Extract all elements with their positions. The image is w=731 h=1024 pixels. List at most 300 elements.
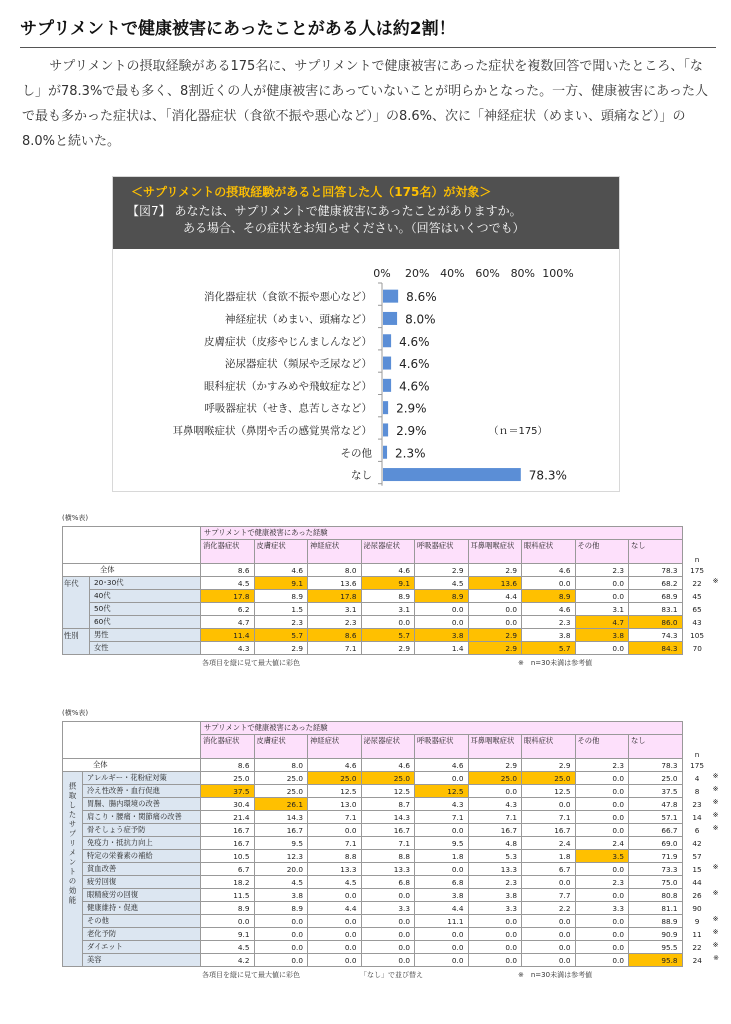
data-cell: 0.0 (361, 954, 415, 967)
table-row (63, 603, 713, 616)
data-cell: 16.7 (201, 824, 255, 837)
data-cell: 6.8 (361, 876, 415, 889)
n-cell (682, 642, 712, 655)
row-label: 50代 (90, 603, 201, 616)
data-cell: 0.0 (254, 954, 308, 967)
data-cell: 25.0 (629, 772, 683, 785)
table2-section (62, 708, 719, 980)
column-header: その他 (575, 540, 629, 564)
column-header: 呼吸器症状 (415, 735, 469, 759)
column-header: なし (629, 735, 683, 759)
table-row (63, 642, 713, 655)
table-row (63, 616, 713, 629)
data-cell: 0.0 (415, 603, 469, 616)
value-label: 2.3% (395, 446, 426, 461)
n-cell (682, 902, 712, 915)
bar (383, 379, 391, 392)
data-cell: 8.8 (308, 850, 362, 863)
intro-paragraph: サプリメントの摂取経験がある175名に、サプリメントで健康被害にあった症状を複数回答で聞いたところ、「なし」が78.3%で最も多く、8割近くの人が健康被害にあっていないことが明らかとなった。一方、健康被害にあった人で最も多かった症状は、「消化器症状（食欲不振や悪心など）」の8.6%、次に「神経症状（めまい、頭痛など）」の8.0%と続いた。 (22, 59, 709, 149)
row-label: その他 (83, 915, 201, 928)
data-cell: 3.1 (308, 603, 362, 616)
data-cell: 0.0 (308, 928, 362, 941)
data-cell: 2.2 (522, 902, 576, 915)
data-cell: 37.5 (629, 785, 683, 798)
data-cell: 0.0 (415, 616, 469, 629)
column-header: 泌尿器症状 (361, 540, 415, 564)
data-cell: 7.1 (415, 811, 469, 824)
column-header: 眼科症状 (522, 540, 576, 564)
group-label (63, 772, 83, 967)
n-value: 175 (690, 760, 705, 770)
cross-table (62, 721, 719, 967)
x-tick-label: 60% (475, 267, 500, 280)
data-cell: 4.6 (254, 564, 308, 577)
data-cell: 0.0 (201, 915, 255, 928)
data-cell: 16.7 (201, 837, 255, 850)
data-cell: 2.3 (575, 876, 629, 889)
table-row (63, 772, 713, 785)
data-cell: 18.2 (201, 876, 255, 889)
data-cell: 0.0 (522, 876, 576, 889)
data-cell: 17.8 (201, 590, 255, 603)
table-row (63, 954, 713, 967)
data-cell: 25.0 (361, 772, 415, 785)
bar-chart-svg (113, 253, 619, 491)
n-cell (682, 771, 719, 785)
data-cell: 13.3 (308, 863, 362, 876)
column-header: 泌尿器症状 (361, 735, 415, 759)
data-cell: 0.0 (575, 785, 629, 798)
data-cell: 4.6 (361, 564, 415, 577)
data-cell: 3.1 (575, 603, 629, 616)
data-cell: 4.6 (415, 759, 469, 772)
group-label-text: 年代 (64, 579, 79, 588)
data-cell: 68.9 (629, 590, 683, 603)
data-cell: 0.0 (575, 772, 629, 785)
n-value: 105 (690, 630, 705, 640)
data-cell: 6.2 (201, 603, 255, 616)
column-header: 皮膚症状 (254, 540, 308, 564)
data-cell: 0.0 (468, 616, 522, 629)
data-cell: 4.6 (522, 564, 576, 577)
n-cell (682, 888, 719, 902)
n-value: 65 (692, 604, 702, 614)
data-cell: 4.7 (575, 616, 629, 629)
data-cell: 0.0 (468, 785, 522, 798)
data-cell: 30.4 (201, 798, 255, 811)
data-cell: 8.7 (361, 798, 415, 811)
bar (383, 357, 391, 370)
data-cell: 37.5 (201, 785, 255, 798)
column-header: 消化器症状 (201, 540, 255, 564)
column-header: 耳鼻咽喉症状 (468, 735, 522, 759)
data-cell: 0.0 (415, 928, 469, 941)
n-value: 6 (694, 825, 700, 835)
data-cell: 0.0 (308, 954, 362, 967)
data-cell: 9.1 (361, 577, 415, 590)
table1-section (62, 513, 719, 668)
data-cell: 5.3 (468, 850, 522, 863)
data-cell: 4.4 (308, 902, 362, 915)
data-cell: 5.7 (254, 629, 308, 642)
data-cell: 2.9 (415, 564, 469, 577)
n-value: 8 (694, 786, 700, 796)
data-cell: 21.4 (201, 811, 255, 824)
data-cell: 8.6 (201, 564, 255, 577)
data-cell: 11.1 (415, 915, 469, 928)
data-cell: 12.3 (254, 850, 308, 863)
row-label: 貧血改善 (83, 863, 201, 876)
row-label: 全体 (63, 564, 201, 577)
data-cell: 14.3 (254, 811, 308, 824)
data-cell: 3.8 (575, 629, 629, 642)
data-cell: 4.5 (415, 577, 469, 590)
data-cell: 11.5 (201, 889, 255, 902)
n-header: n (694, 749, 700, 759)
data-cell: 73.3 (629, 863, 683, 876)
bar (383, 312, 397, 325)
table-row (63, 915, 713, 928)
data-cell: 16.7 (468, 824, 522, 837)
row-label: 胃腸、腸内環境の改善 (83, 798, 201, 811)
data-cell: 4.5 (201, 577, 255, 590)
data-cell: 2.3 (575, 564, 629, 577)
data-cell: 0.0 (415, 824, 469, 837)
footnote-right: ※ n=30未満は参考値 (518, 971, 593, 979)
data-cell: 25.0 (254, 772, 308, 785)
footnote-left: 各項目を縦に見て最大値に彩色 (202, 971, 300, 979)
bar (383, 401, 388, 414)
column-header: その他 (575, 735, 629, 759)
x-tick-label: 0% (373, 267, 391, 280)
table-caption: (横%表) (62, 514, 89, 522)
data-cell: 0.0 (415, 772, 469, 785)
data-cell: 2.9 (522, 759, 576, 772)
group-label (63, 577, 90, 629)
data-cell: 3.8 (522, 629, 576, 642)
category-label: 呼吸器症状（せき、息苦しさなど） (204, 402, 372, 415)
x-tick-label: 100% (542, 267, 574, 280)
data-cell: 2.9 (468, 629, 522, 642)
reference-mark: ※ (712, 797, 719, 806)
n-header-blank (682, 527, 712, 540)
data-cell: 86.0 (629, 616, 683, 629)
table-row (63, 928, 713, 941)
value-label: 8.0% (405, 312, 436, 327)
data-cell: 95.8 (629, 954, 683, 967)
data-cell: 0.0 (468, 915, 522, 928)
reference-mark: ※ (712, 810, 719, 819)
row-label: 美容 (83, 954, 201, 967)
reference-mark: ※ (712, 823, 719, 832)
data-cell: 9.5 (254, 837, 308, 850)
row-label: 冷え性改善・血行促進 (83, 785, 201, 798)
data-cell: 0.0 (361, 915, 415, 928)
n-value: 15 (692, 864, 702, 874)
data-cell: 8.9 (415, 590, 469, 603)
data-cell: 16.7 (522, 824, 576, 837)
data-cell: 5.7 (361, 629, 415, 642)
chart-subject: ＜サプリメントの摂取経験があると回答した人（175名）が対象＞ (131, 185, 492, 199)
data-cell: 2.4 (575, 837, 629, 850)
data-cell: 95.5 (629, 941, 683, 954)
data-cell: 71.9 (629, 850, 683, 863)
header-row (63, 722, 713, 735)
group-label (63, 629, 90, 655)
page-headline: サプリメントで健康被害にあったことがある人は約2割！ (20, 14, 716, 48)
data-cell: 6.7 (201, 863, 255, 876)
value-label: 4.6% (399, 379, 430, 394)
column-header: なし (629, 540, 683, 564)
n-cell (682, 837, 712, 850)
n-cell (682, 784, 719, 798)
data-cell: 4.5 (201, 941, 255, 954)
row-label: 60代 (90, 616, 201, 629)
data-cell: 2.3 (575, 759, 629, 772)
row-label: 40代 (90, 590, 201, 603)
n-value: 26 (692, 890, 702, 900)
header-row (63, 527, 713, 540)
table-row (63, 811, 713, 824)
data-cell: 0.0 (468, 603, 522, 616)
n-value: 22 (692, 578, 702, 588)
data-cell: 12.5 (361, 785, 415, 798)
data-cell: 0.0 (308, 941, 362, 954)
n-cell (682, 862, 719, 876)
row-label: 免疫力・抵抗力向上 (83, 837, 201, 850)
data-cell: 0.0 (575, 811, 629, 824)
data-cell: 1.8 (522, 850, 576, 863)
n-value: 44 (692, 877, 702, 887)
n-value: 175 (690, 565, 705, 575)
n-cell (682, 940, 719, 954)
data-cell: 0.0 (308, 889, 362, 902)
n-cell (682, 953, 719, 967)
header-corner (63, 722, 201, 759)
data-cell: 0.0 (575, 824, 629, 837)
category-label: なし (351, 469, 372, 482)
data-cell: 3.8 (415, 629, 469, 642)
footnote-right: ※ n=30未満は参考値 (518, 659, 593, 667)
header-corner (63, 527, 201, 564)
data-cell: 13.3 (361, 863, 415, 876)
data-cell: 68.2 (629, 577, 683, 590)
group-label-text: 摂取したサプリメントの効能 (68, 782, 77, 906)
group-label-text: 性別 (64, 631, 79, 640)
table-row (63, 850, 713, 863)
data-cell: 4.3 (201, 642, 255, 655)
row-label: アレルギー・花粉症対策 (83, 772, 201, 785)
data-cell: 8.0 (254, 759, 308, 772)
column-header: 消化器症状 (201, 735, 255, 759)
data-cell: 6.8 (415, 876, 469, 889)
data-cell: 7.1 (308, 837, 362, 850)
data-cell: 5.7 (522, 642, 576, 655)
data-cell: 4.2 (201, 954, 255, 967)
table-row (63, 889, 713, 902)
data-cell: 0.0 (575, 577, 629, 590)
table-row (63, 837, 713, 850)
data-cell: 10.5 (201, 850, 255, 863)
data-cell: 3.8 (468, 889, 522, 902)
n-cell (682, 850, 712, 863)
n-cell (682, 876, 712, 889)
data-cell: 57.1 (629, 811, 683, 824)
data-cell: 81.1 (629, 902, 683, 915)
n-value: 90 (692, 903, 702, 913)
data-cell: 25.0 (254, 785, 308, 798)
x-tick-label: 40% (440, 267, 465, 280)
data-cell: 12.5 (415, 785, 469, 798)
chart-question-line2: ある場合、その症状をお知らせください。（回答はいくつでも） (183, 221, 525, 235)
data-cell: 7.1 (308, 642, 362, 655)
column-header: 神経症状 (308, 540, 362, 564)
row-label: 全体 (63, 759, 201, 772)
table-row (63, 902, 713, 915)
chart-question-line1: 【図7】 あなたは、サプリメントで健康被害にあったことがありますか。 (127, 204, 522, 218)
table-row (63, 824, 713, 837)
column-header: 耳鼻咽喉症状 (468, 540, 522, 564)
cross-table (62, 526, 719, 655)
data-cell: 9.1 (254, 577, 308, 590)
n-cell (682, 914, 719, 928)
category-label: 神経症状（めまい、頭痛など） (225, 313, 372, 326)
category-label: 消化器症状（食欲不振や悪心など） (204, 291, 372, 304)
table-row (63, 629, 713, 642)
data-cell: 2.4 (522, 837, 576, 850)
data-cell: 8.6 (201, 759, 255, 772)
data-cell: 2.3 (468, 876, 522, 889)
n-annotation: （ｎ＝175） (488, 425, 548, 437)
n-value: 43 (692, 617, 702, 627)
data-cell: 0.0 (575, 798, 629, 811)
data-cell: 8.0 (308, 564, 362, 577)
bar (383, 334, 391, 347)
n-header: n (694, 554, 700, 564)
data-cell: 0.0 (575, 941, 629, 954)
data-cell: 0.0 (415, 941, 469, 954)
data-cell: 0.0 (468, 928, 522, 941)
data-cell: 74.3 (629, 629, 683, 642)
data-cell: 0.0 (308, 824, 362, 837)
data-cell: 3.3 (361, 902, 415, 915)
x-tick-label: 20% (404, 267, 430, 280)
reference-mark: ※ (712, 862, 719, 871)
data-cell: 90.9 (629, 928, 683, 941)
data-cell: 0.0 (522, 928, 576, 941)
data-cell: 25.0 (468, 772, 522, 785)
data-cell: 1.4 (415, 642, 469, 655)
x-tick-label: 80% (510, 267, 536, 280)
data-cell: 4.7 (201, 616, 255, 629)
data-cell: 78.3 (629, 759, 683, 772)
table-row (63, 798, 713, 811)
bar (383, 423, 388, 436)
column-header: 眼科症状 (522, 735, 576, 759)
data-cell: 1.8 (415, 850, 469, 863)
n-cell (682, 629, 712, 642)
n-value: 22 (692, 942, 702, 952)
data-cell: 17.8 (308, 590, 362, 603)
data-cell: 8.8 (361, 850, 415, 863)
data-cell: 13.0 (308, 798, 362, 811)
data-cell: 1.5 (254, 603, 308, 616)
row-label: 疲労回復 (83, 876, 201, 889)
table-row (63, 876, 713, 889)
data-cell: 0.0 (308, 915, 362, 928)
footnote-left: 各項目を縦に見て最大値に彩色 (202, 659, 300, 667)
super-header: サプリメントで健康被害にあった経験 (201, 527, 683, 540)
table-caption: (横%表) (62, 709, 89, 717)
data-cell: 2.9 (468, 759, 522, 772)
row-label: 老化予防 (83, 928, 201, 941)
data-cell: 26.1 (254, 798, 308, 811)
n-cell (682, 590, 712, 603)
data-cell: 66.7 (629, 824, 683, 837)
data-cell: 2.9 (254, 642, 308, 655)
data-cell: 4.8 (468, 837, 522, 850)
data-cell: 0.0 (522, 577, 576, 590)
data-cell: 0.0 (361, 889, 415, 902)
data-cell: 25.0 (522, 772, 576, 785)
data-cell: 75.0 (629, 876, 683, 889)
data-cell: 7.1 (522, 811, 576, 824)
reference-mark: ※ (712, 771, 719, 780)
table-row (63, 590, 713, 603)
data-cell: 0.0 (575, 863, 629, 876)
reference-mark: ※ (712, 914, 719, 923)
data-cell: 0.0 (522, 954, 576, 967)
data-cell: 3.3 (575, 902, 629, 915)
data-cell: 16.7 (361, 824, 415, 837)
table-row (63, 759, 713, 772)
data-cell: 8.9 (254, 590, 308, 603)
data-cell: 2.3 (254, 616, 308, 629)
table-row (63, 564, 713, 577)
data-cell: 0.0 (361, 616, 415, 629)
data-cell: 3.3 (468, 902, 522, 915)
value-label: 78.3% (528, 468, 567, 483)
value-label: 4.6% (399, 334, 430, 349)
data-cell: 7.7 (522, 889, 576, 902)
data-cell: 0.0 (522, 798, 576, 811)
data-cell: 4.6 (308, 759, 362, 772)
data-cell: 25.0 (201, 772, 255, 785)
table-row (63, 941, 713, 954)
n-value: 57 (692, 851, 702, 861)
data-cell: 0.0 (361, 941, 415, 954)
data-cell: 0.0 (575, 954, 629, 967)
data-cell: 8.9 (361, 590, 415, 603)
category-label: その他 (340, 447, 372, 460)
value-label: 2.9% (396, 423, 427, 438)
data-cell: 20.0 (254, 863, 308, 876)
data-cell: 4.4 (415, 902, 469, 915)
data-cell: 4.6 (361, 759, 415, 772)
data-cell: 47.8 (629, 798, 683, 811)
table-row (63, 863, 713, 876)
data-cell: 69.0 (629, 837, 683, 850)
bar (383, 446, 387, 459)
value-label: 2.9% (396, 401, 427, 416)
data-cell: 4.3 (415, 798, 469, 811)
reference-mark: ※ (713, 953, 719, 962)
n-cell (682, 823, 719, 837)
data-cell: 13.6 (308, 577, 362, 590)
data-cell: 0.0 (522, 915, 576, 928)
n-value: 45 (692, 591, 702, 601)
data-cell: 16.7 (254, 824, 308, 837)
